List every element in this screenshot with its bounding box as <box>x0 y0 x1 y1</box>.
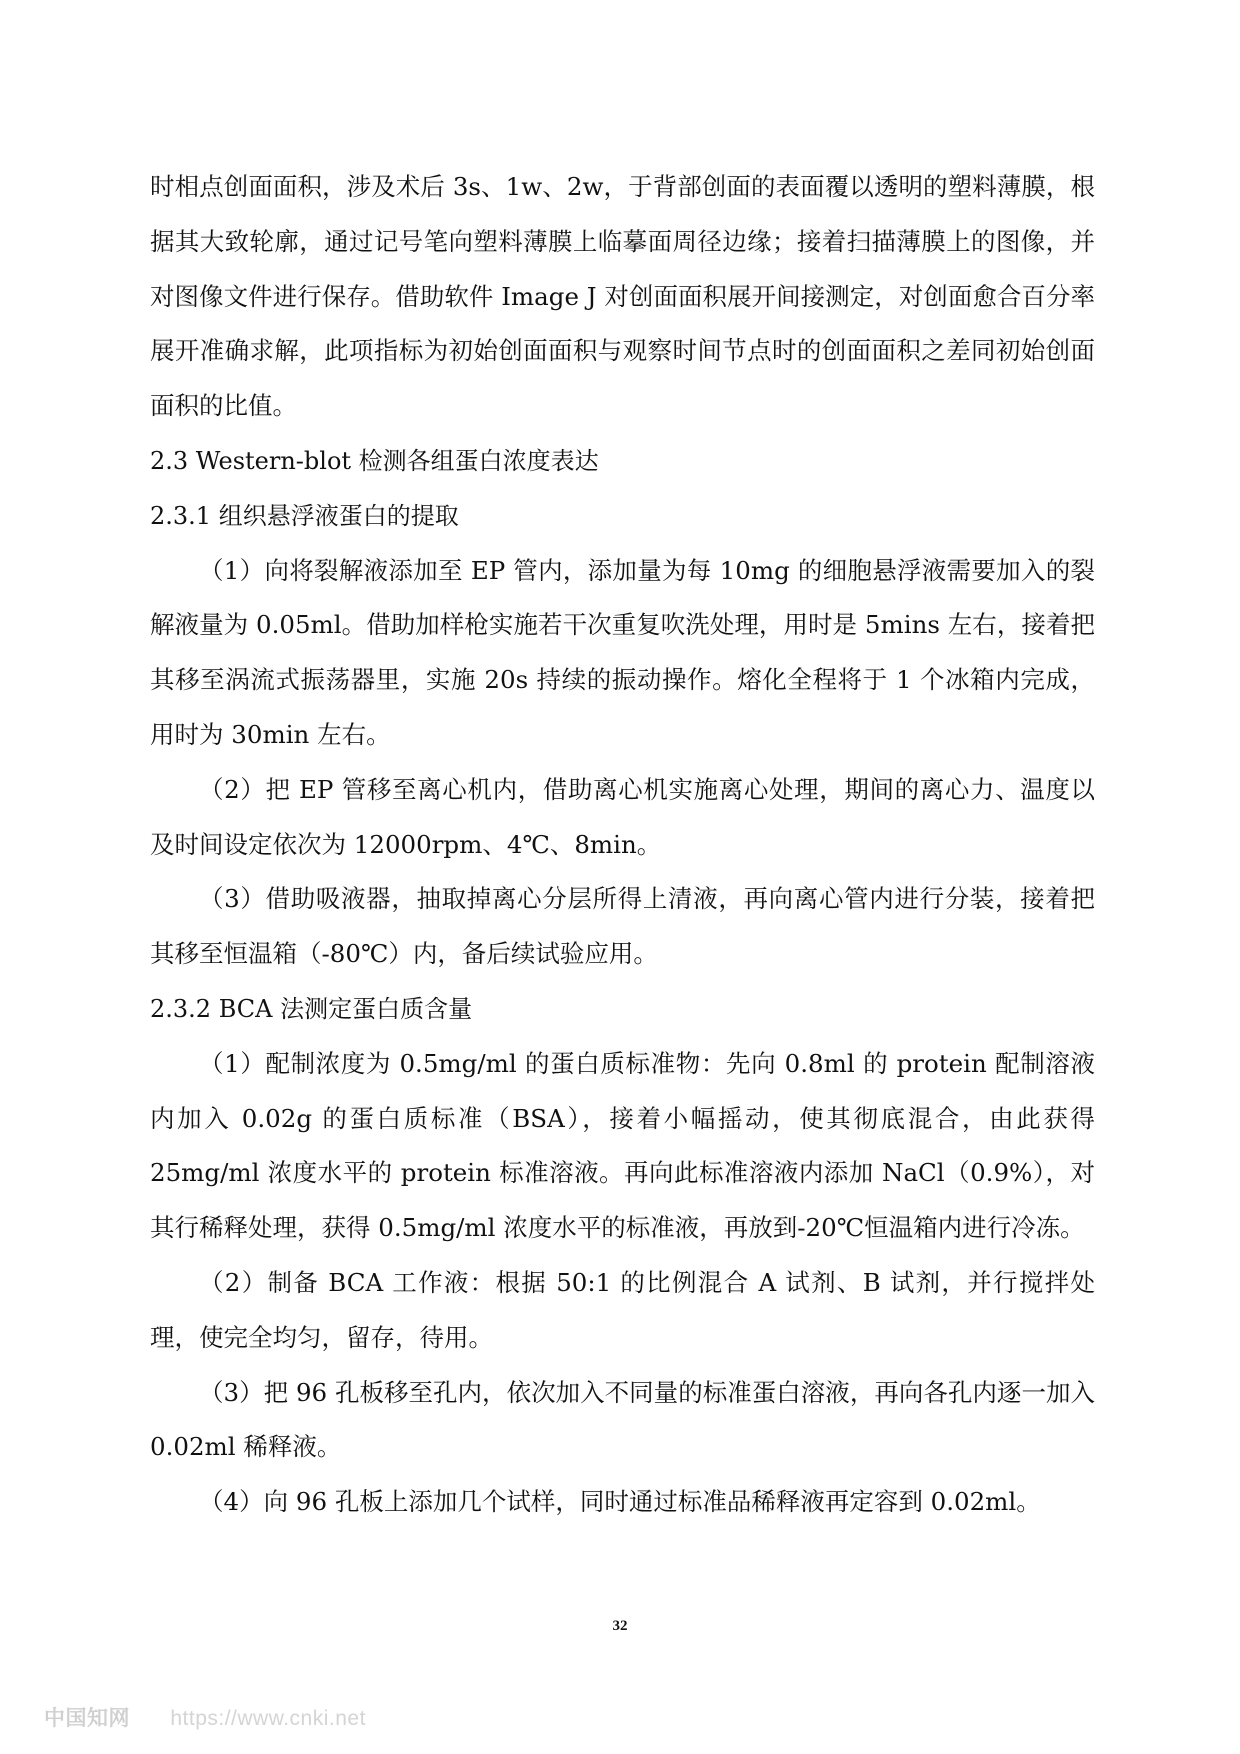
paragraph-step-1: （1）向将裂解液添加至 EP 管内，添加量为每 10mg 的细胞悬浮液需要加入的裂解液量为 0.05ml。借助加样枪实施若干次重复吹洗处理，用时是 5mins 左右，接着把其移至涡流式振荡器里，实施 20s 持续的振动操作。熔化全程将于 1 个冰箱内完成，用时为 30min 左右。 <box>150 555 1095 749</box>
subsection-heading-2-3-1: 2.3.1 组织悬浮液蛋白的提取 <box>150 501 459 530</box>
paragraph-wound-area: 时相点创面面积，涉及术后 3s、1w、2w，于背部创面的表面覆以透明的塑料薄膜，根据其大致轮廓，通过记号笔向塑料薄膜上临摹面周径边缘；接着扫描薄膜上的图像，并对图像文件进行保存。借助软件 Image J 对创面面积展开间接测定，对创面愈合百分率展开准确求解，此项指标为初始创面面积与观察时间节点时的创面面积之差同初始创面面积的比值。 <box>150 172 1095 421</box>
paragraph-bca-step-4: （4）向 96 孔板上添加几个试样，同时通过标准品稀释液再定容到 0.02ml。 <box>199 1487 1041 1517</box>
paragraph-step-3: （3）借助吸液器，抽取掉离心分层所得上清液，再向离心管内进行分装，接着把其移至恒温箱（-80℃）内，备后续试验应用。 <box>150 884 1095 969</box>
page-number: 32 <box>612 1618 628 1634</box>
paragraph-bca-step-3: （3）把 96 孔板移至孔内，依次加入不同量的标准蛋白溶液，再向各孔内逐一加入 0.02ml 稀释液。 <box>150 1377 1095 1462</box>
section-heading-2-3: 2.3 Western-blot 检测各组蛋白浓度表达 <box>150 446 599 475</box>
paragraph-bca-step-2: （2）制备 BCA 工作液：根据 50:1 的比例混合 A 试剂、B 试剂，并行搅拌处理，使完全均匀，留存，待用。 <box>150 1267 1095 1352</box>
paragraph-step-2: （2）把 EP 管移至离心机内，借助离心机实施离心处理，期间的离心力、温度以及时间设定依次为 12000rpm、4℃、8min。 <box>150 774 1095 859</box>
watermark-url: https://www.cnki.net <box>170 1707 366 1730</box>
paragraph-bca-step-1: （1）配制浓度为 0.5mg/ml 的蛋白质标准物：先向 0.8ml 的 protein 配制溶液内加入 0.02g 的蛋白质标准（BSA），接着小幅摇动，使其彻底混合，由此获得 25mg/ml 浓度水平的 protein 标准溶液。再向此标准溶液内添加 NaCl（0.9%），对其行稀释处理，获得 0.5mg/ml 浓度水平的标准液，再放到-20℃恒温箱内进行冷冻。 <box>150 1048 1095 1243</box>
subsection-heading-2-3-2: 2.3.2 BCA 法测定蛋白质含量 <box>150 994 473 1023</box>
main-content <box>150 160 1095 1530</box>
watermark <box>44 1702 366 1732</box>
watermark-brand: 中国知网 <box>44 1707 130 1730</box>
